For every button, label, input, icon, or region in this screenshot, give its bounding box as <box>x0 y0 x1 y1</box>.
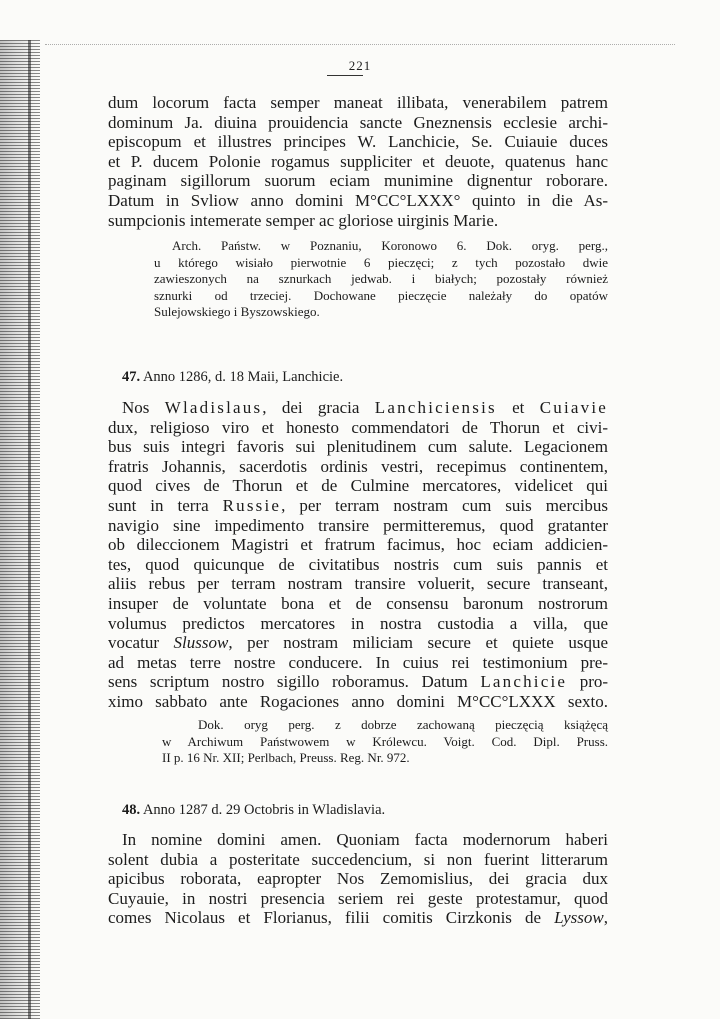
note-line: Sulejowskiego i Byszowskiego. <box>154 304 320 319</box>
archival-note-47 <box>162 717 608 767</box>
text-line <box>108 672 608 692</box>
text-line: paginam sigillorum suorum eciam munimine dignentur roborare. <box>108 171 608 191</box>
text-line: sumpcionis intemerate semper ac gloriose uirginis Marie. <box>108 210 499 230</box>
note-line: w Archiwum Państwowem w Królewcu. Voigt. Cod. Dipl. Pruss. <box>162 733 608 749</box>
note-line: Dok. oryg perg. z dobrze zachowaną pieczęcią książęcą <box>198 717 608 732</box>
note-line: sznurki od trzeciej. Dochowane pieczęcie należały do opatów <box>154 287 608 303</box>
text-line: tes, quod quicunque de civitatibus nostris cum suis pannis et <box>108 554 608 574</box>
document-47-heading <box>122 369 343 386</box>
text-line: episcopum et illustres principes W. Lanchicie, Se. Cuiauie duces <box>108 132 608 152</box>
document-47-text <box>108 398 608 712</box>
name-cuiavie: Cuiavie <box>539 398 609 417</box>
text-line: In nomine domini amen. Quoniam facta modernorum haberi <box>122 830 608 849</box>
text-line: fratris Johannis, sacerdotis ordinis vestri, recepimus continentem, <box>108 456 608 476</box>
text-line: bus suis integri favoris sui plenitudinem cum salute. Legacionem <box>108 437 608 457</box>
note-line: zawieszonych na sznurkach jedwab. i białych; pozostały również <box>154 271 608 286</box>
page-number: 221 <box>348 58 372 73</box>
word: , <box>603 908 608 928</box>
word: et <box>512 398 525 417</box>
name-wladislaus: Wladislaus <box>164 398 263 417</box>
text-line: Cuyauie, in nostri presencia seriem rei geste protestamur, quod <box>108 888 608 908</box>
text-line: quod cives de Thorun et de Culmine mercatores, videlicet qui <box>108 476 608 496</box>
word: Nos <box>122 398 150 417</box>
text-line <box>108 496 608 516</box>
word: vocatur <box>108 633 159 653</box>
word: sens scriptum nostro sigillo roboramus. Datum <box>108 672 468 692</box>
word: , per nostram miliciam secure et quiete usque <box>228 633 608 653</box>
scan-top-dotted-line <box>45 44 675 45</box>
name-lanchicie: Lanchicie <box>480 672 568 692</box>
text-line: apicibus roborata, eapropter Nos Zemomislius, dei gracia dux <box>108 869 608 889</box>
word: , per terram nostram cum suis mercibus <box>281 495 609 515</box>
document-number: 48. <box>122 802 141 818</box>
text-line: solent dubia a posteritate succedencium, si non fuerint litterarum <box>108 849 608 869</box>
text-line: ad metas terre nostre conducere. In cuius rei testimonium pre- <box>108 652 608 672</box>
archival-note-46 <box>154 238 608 321</box>
scan-binding-edge <box>0 40 40 1019</box>
document-date-place: Anno 1286, d. 18 Maii, Lanchicie. <box>142 369 344 385</box>
document-date-place: Anno 1287 d. 29 Octobris in Wladislavia. <box>142 802 386 818</box>
name-slussow: Slussow <box>173 633 229 653</box>
word: , dei gracia <box>262 398 360 417</box>
document-48-heading <box>122 802 385 819</box>
text-line: dum locorum facta semper maneat illibata, venerabilem patrem <box>108 93 608 112</box>
text-line: volumus predictos mercatores in nostra custodia a villa, que <box>108 613 608 633</box>
text-line: dux, religioso viro et honesto commendatori de Thorun et civi- <box>108 417 608 437</box>
text-line: ximo sabbato ante Rogaciones anno domini M°CC°LXXX sexto. <box>108 691 608 711</box>
note-line: u którego wisiało pierwotnie 6 pieczęci; z tych pozostało dwie <box>154 254 608 270</box>
name-russie: Russie <box>222 495 282 515</box>
text-line: dominum Ja. diuina prouidencia sancte Gneznensis ecclesie archi- <box>108 112 608 132</box>
text-line: aliis rebus per terram nostram transire voluerit, secure transeant, <box>108 574 608 594</box>
text-line: navigio sine impedimento transire permitteremus, quod gratanter <box>108 515 608 535</box>
page-number-rule <box>327 75 363 76</box>
word: pro- <box>579 672 609 692</box>
document-46-text-end <box>108 93 608 230</box>
name-lanchiciensis: Lanchiciensis <box>374 398 497 417</box>
text-line: ob dileccionem Magistri et fratrum facimus, hoc eciam addicien- <box>108 535 608 555</box>
name-lyssow: Lyssow <box>554 908 604 928</box>
text-line: insuper de voluntate bona et de consensu baronum nostrorum <box>108 593 608 613</box>
text-line <box>108 398 608 418</box>
text-line: Datum in Svliow anno domini M°CC°LXXX° quinto in die As- <box>108 190 608 210</box>
word: comes Nicolaus et Florianus, filii comitis Cirzkonis de <box>108 908 542 928</box>
text-line: et P. ducem Polonie rogamus suppliciter et deuote, quatenus hanc <box>108 151 608 171</box>
document-number: 47. <box>122 369 141 385</box>
note-line: Arch. Państw. w Poznaniu, Koronowo 6. Dok. oryg. perg., <box>172 238 608 253</box>
word: sunt in terra <box>108 495 209 515</box>
note-line: II p. 16 Nr. XII; Perlbach, Preuss. Reg. Nr. 972. <box>162 750 410 765</box>
scan-binding-line <box>28 40 31 1019</box>
text-line <box>108 908 608 928</box>
document-48-text <box>108 830 608 928</box>
text-line <box>108 633 608 653</box>
